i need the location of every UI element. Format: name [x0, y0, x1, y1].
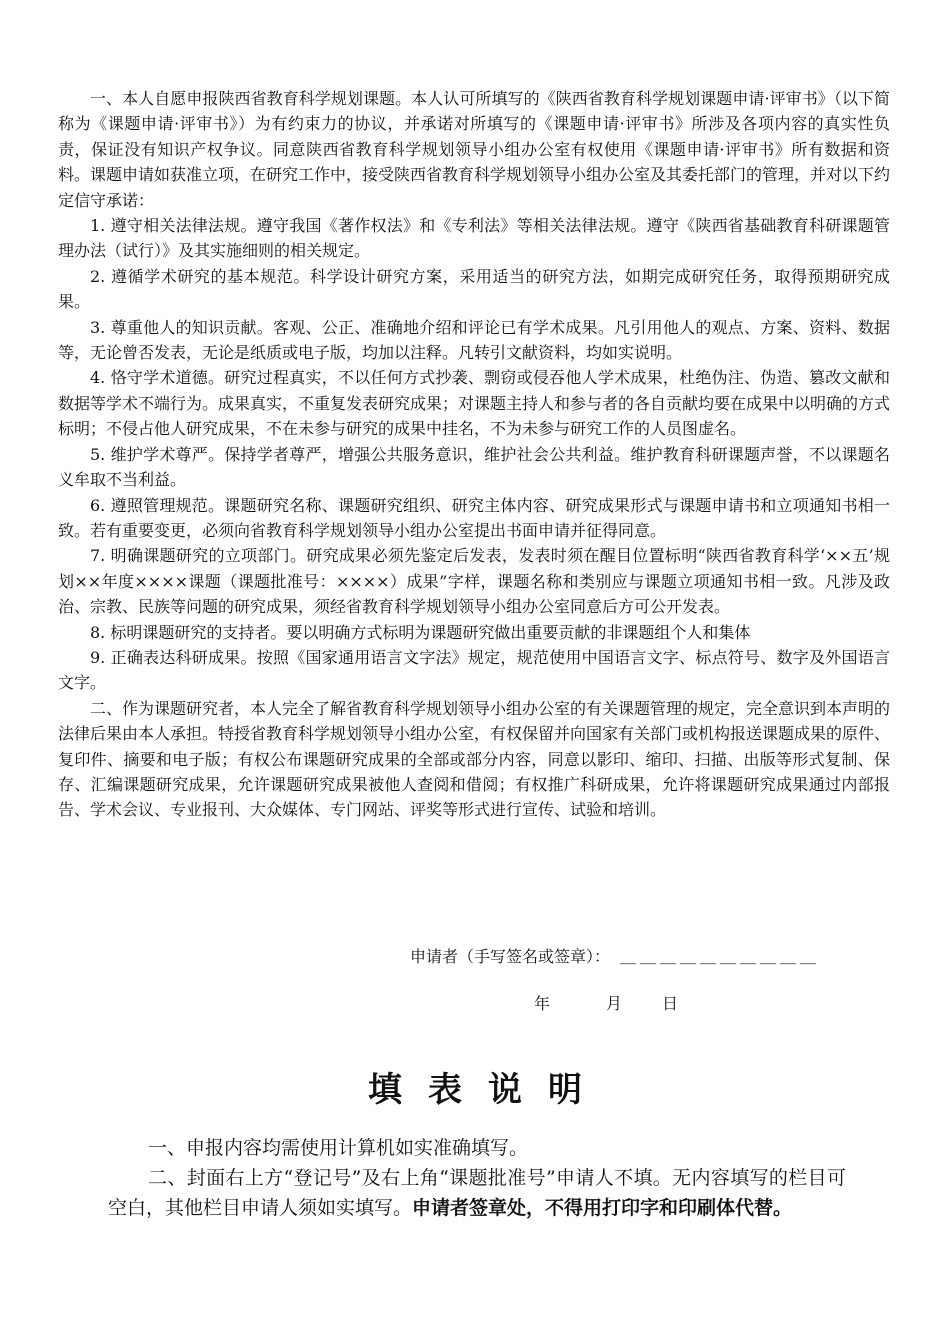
- instruction-item-2-emphasis: 申请者签章处，不得用打印字和印刷体代替。: [412, 1197, 793, 1219]
- declaration-item-5: 5. 维护学术尊严。保持学者尊严，增强公共服务意识，维护社会公共利益。维护教育科研课题声誉，不以课题名义牟取不当利益。: [58, 444, 890, 490]
- declaration-intro: 一、本人自愿申报陕西省教育科学规划课题。本人认可所填写的《陕西省教育科学规划课题申请·评审书》（以下简称为《课题申请·评审书》）为有约束力的协议，并承诺对所填写的《课题申请·评审书》所涉及各项内容的真实性负责，保证没有知识产权争议。同意陕西省教育科学规划领导小组办公室有权使用《课题申请·评审书》所有数据和资料。课题申请如获准立项，在研究工作中，接受陕西省教育科学规划领导小组办公室及其委托部门的管理，并对以下约定信守承诺：: [58, 89, 891, 210]
- date-row: [534, 993, 678, 1015]
- declaration-section: [58, 86, 890, 823]
- instruction-item-2: [108, 1163, 846, 1223]
- declaration-item-6: 6. 遵照管理规范。课题研究名称、课题研究组织、研究主体内容、研究成果形式与课题申请书和立项通知书相一致。若有重要变更，必须向省教育科学规划领导小组办公室提出书面申请并征得同意。: [58, 495, 890, 540]
- declaration-second: 二、作为课题研究者，本人完全了解省教育科学规划领导小组办公室的有关课题管理的规定，完全意识到本声明的法律后果由本人承担。特授省教育科学规划领导小组办公室，有权保留并向国家有关部门或机构报送课题成果的原件、复印件、摘要和电子版；有权公布课题研究成果的全部或部分内容，同意以影印、缩印、扫描、出版等形式复制、保存、汇编课题研究成果，允许课题研究成果被他人查阅和借阅；有权推广科研成果，允许将课题研究成果通过内部报告、学术会议、专业报刊、大众媒体、专门网站、评奖等形式进行宣传、试验和培训。: [58, 698, 891, 820]
- instruction-item-1: 一、申报内容均需使用计算机如实准确填写。: [148, 1137, 529, 1159]
- date-month: 月: [606, 994, 623, 1013]
- declaration-item-1: 1. 遵守相关法律法规。遵守我国《著作权法》和《专利法》等相关法律法规。遵守《陕西省基础教育科研课题管理办法（试行）》及其实施细则的相关规定。: [58, 216, 890, 261]
- declaration-item-4: 4. 恪守学术道德。研究过程真实，不以任何方式抄袭、剽窃或侵吞他人学术成果，杜绝伪注、伪造、篡改文献和数据等学术不端行为。成果真实，不重复发表研究成果；对课题主持人和参与者的各自贡献均要在成果中以明确的方式标明；不侵占他人研究成果，不在未参与研究的成果中挂名，不为未参与研究工作的人员图虚名。: [58, 368, 891, 439]
- declaration-item-3: 3. 尊重他人的知识贡献。客观、公正、准确地介绍和评论已有学术成果。凡引用他人的观点、方案、资料、数据等，无论曾否发表，无论是纸质或电子版，均加以注释。凡转引文献资料，均如实说明。: [58, 317, 890, 363]
- declaration-item-7: 7. 明确课题研究的立项部门。研究成果必须先鉴定后发表，发表时须在醒目位置标明“陕西省教育科学‘××五’规划××年度××××课题（课题批准号：××××）成果”字样，课题名称和类别应与课题立项通知书相一致。凡涉及政治、宗教、民族等问题的研究成果，须经省教育科学规划领导小组办公室同意后方可公开发表。: [58, 546, 890, 617]
- date-year: 年: [534, 994, 551, 1013]
- date-day: 日: [662, 994, 679, 1013]
- instructions-title: 填表说明: [368, 1070, 608, 1110]
- declaration-item-9: 9. 正确表达科研成果。按照《国家通用语言文字法》规定，规范使用中国语言文字、标点符号、数字及外国语言文字。: [58, 647, 890, 693]
- signature-line: ＿＿＿＿＿＿＿＿＿＿: [620, 947, 821, 966]
- signature-label: 申请者（手写签名或签章）：: [410, 947, 611, 966]
- declaration-item-2: 2. 遵循学术研究的基本规范。科学设计研究方案，采用适当的研究方法，如期完成研究任务，取得预期研究成果。: [58, 266, 890, 312]
- instruction-item-2-text: 二、封面右上方“登记号”及右上角“课题批准号”申请人不填。无内容填写的栏目可空白，其他栏目申请人须如实填写。: [108, 1167, 846, 1219]
- instructions-section: [108, 1133, 846, 1223]
- signature-row: [410, 946, 820, 968]
- declaration-item-8: 8. 标明课题研究的支持者。要以明确方式标明为课题研究做出重要贡献的非课题组个人和集体: [90, 622, 751, 642]
